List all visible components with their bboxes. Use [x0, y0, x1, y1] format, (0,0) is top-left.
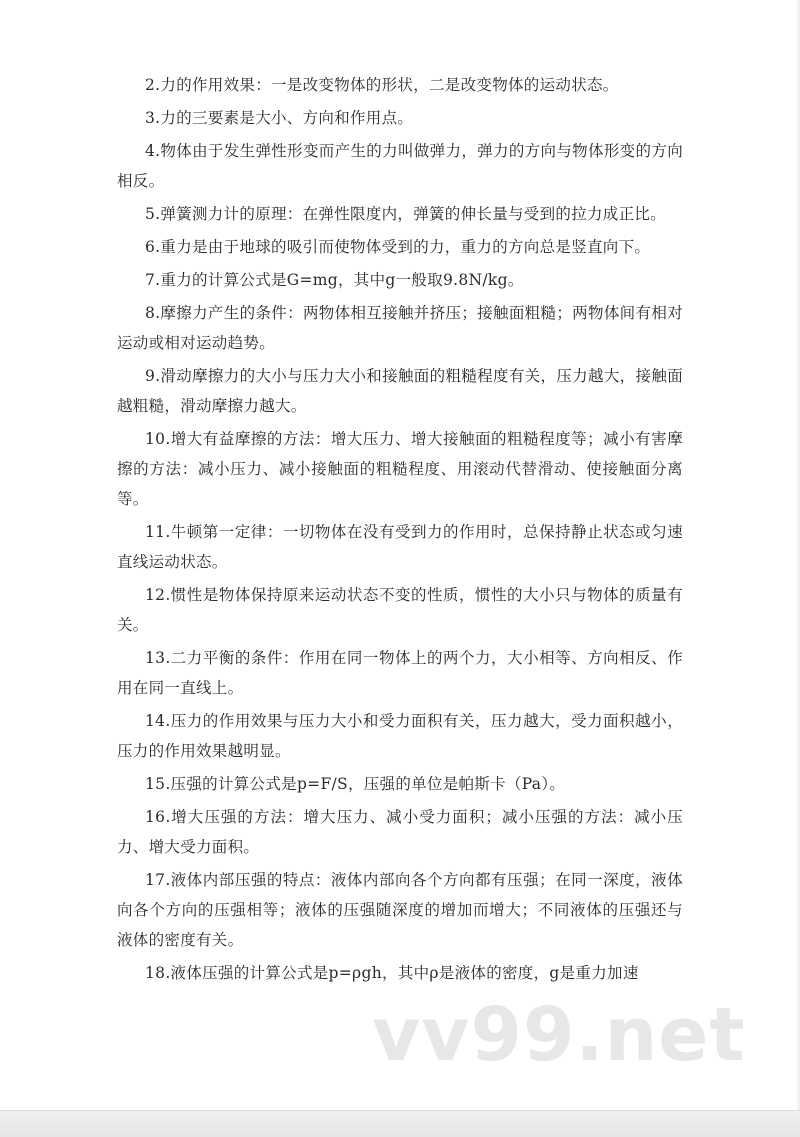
paragraph-18: 18.液体压强的计算公式是p=ρgh，其中ρ是液体的密度，g是重力加速 — [145, 964, 639, 982]
page-edge-shadow — [796, 0, 800, 1111]
paragraph-13: 13.二力平衡的条件：作用在同一物体上的两个力，大小相等、方向相反、作用在同一直线上。 — [117, 649, 683, 697]
paragraph-17: 17.液体内部压强的特点：液体内部向各个方向都有压强；在同一深度，液体向各个方向的压强相等；液体的压强随深度的增加而增大；不同液体的压强还与液体的密度有关。 — [117, 871, 683, 949]
site-watermark: vv99.net — [372, 992, 746, 1078]
paragraph-14: 14.压力的作用效果与压力大小和受力面积有关，压力越大，受力面积越小，压力的作用效果越明显。 — [117, 712, 683, 760]
paragraph-3: 3.力的三要素是大小、方向和作用点。 — [145, 109, 414, 127]
document-body — [117, 70, 683, 991]
paragraph-5: 5.弹簧测力计的原理：在弹性限度内，弹簧的伸长量与受到的拉力成正比。 — [145, 205, 666, 223]
paragraph-4: 4.物体由于发生弹性形变而产生的力叫做弹力，弹力的方向与物体形变的方向相反。 — [117, 142, 683, 190]
paragraph-15: 15.压强的计算公式是p=F/S，压强的单位是帕斯卡（Pa）。 — [145, 775, 566, 793]
paragraph-11: 11.牛顿第一定律：一切物体在没有受到力的作用时，总保持静止状态或匀速直线运动状态。 — [117, 523, 683, 571]
paragraph-2: 2.力的作用效果：一是改变物体的形状，二是改变物体的运动状态。 — [145, 76, 619, 94]
viewer-bottom-bar — [0, 1110, 800, 1137]
paragraph-9: 9.滑动摩擦力的大小与压力大小和接触面的粗糙程度有关，压力越大，接触面越粗糙，滑动摩擦力越大。 — [117, 367, 683, 415]
paragraph-10: 10.增大有益摩擦的方法：增大压力、增大接触面的粗糙程度等；减小有害摩擦的方法：减小压力、减小接触面的粗糙程度、用滚动代替滑动、使接触面分离等。 — [117, 430, 683, 508]
paragraph-8: 8.摩擦力产生的条件：两物体相互接触并挤压；接触面粗糙；两物体间有相对运动或相对运动趋势。 — [117, 304, 683, 352]
paragraph-16: 16.增大压强的方法：增大压力、减小受力面积；减小压强的方法：减小压力、增大受力面积。 — [117, 808, 683, 856]
paragraph-6: 6.重力是由于地球的吸引而使物体受到的力，重力的方向总是竖直向下。 — [145, 238, 651, 256]
paragraph-7: 7.重力的计算公式是G=mg，其中g一般取9.8N/kg。 — [145, 271, 524, 289]
paragraph-12: 12.惯性是物体保持原来运动状态不变的性质，惯性的大小只与物体的质量有关。 — [117, 586, 683, 634]
